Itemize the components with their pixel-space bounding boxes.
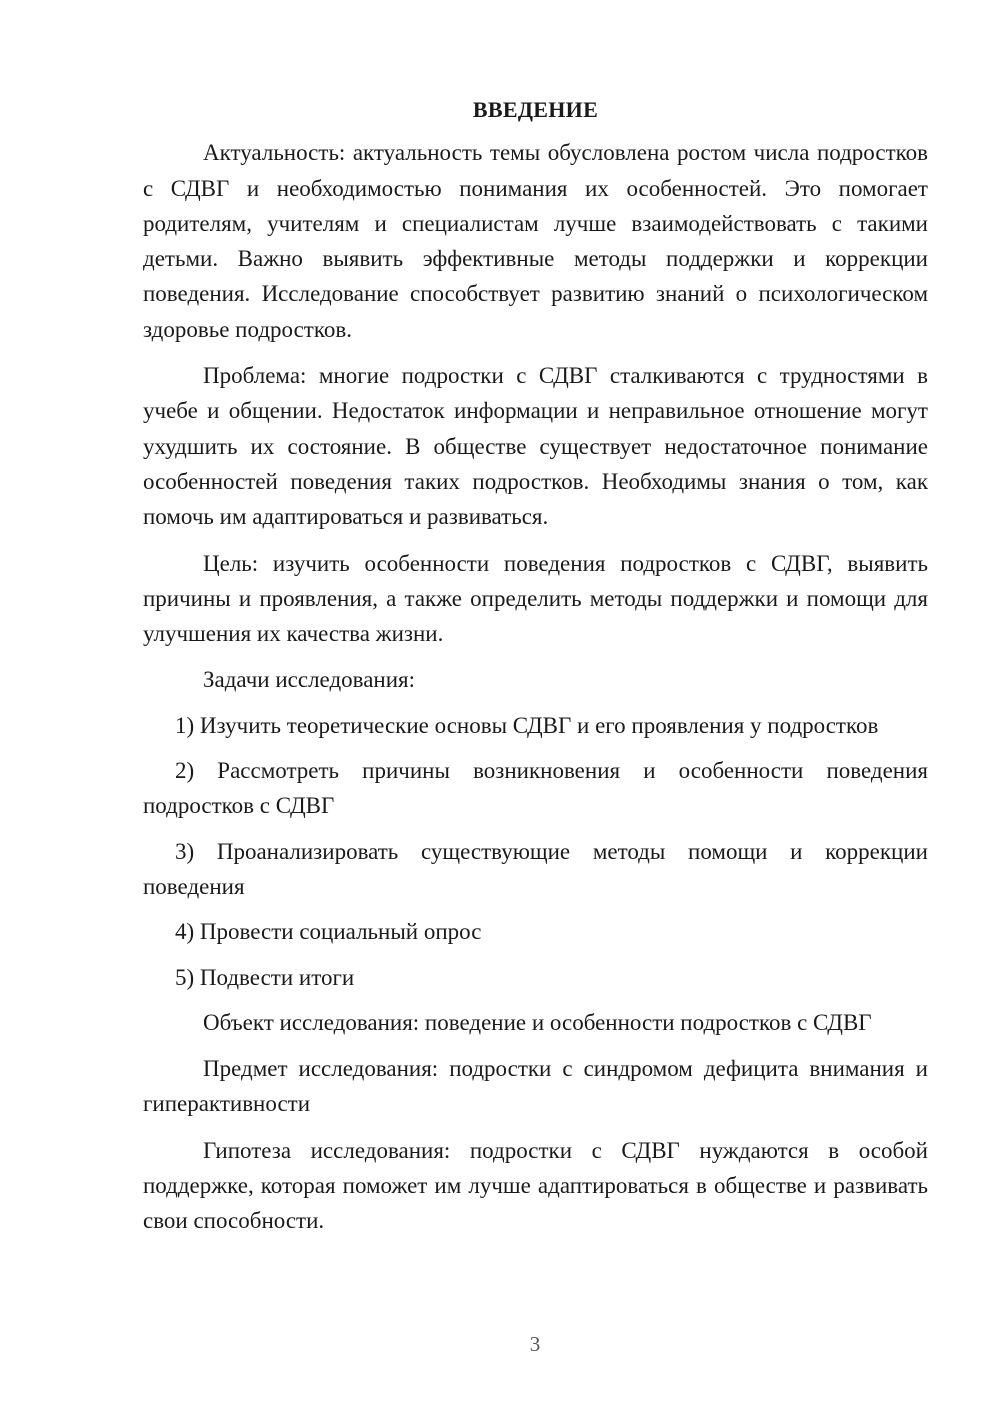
problem-paragraph: Проблема: многие подростки с СДВГ сталкиваются с трудностями в учебе и общении. Недостаток информации и неправильное отношение могут ухудшить их состояние. В обществе существует недостаточное понимание особенностей поведения таких подростков. Необходимы знания о том, как помочь им адаптироваться и развиваться. [143,363,928,530]
task-item: 2) Рассмотреть причины возникновения и особенности поведения подростков с СДВГ [143,758,928,819]
section-title: ВВЕДЕНИЕ [472,97,599,122]
task-item: 4) Провести социальный опрос [175,919,482,945]
task-item: 1) Изучить теоретические основы СДВГ и его проявления у подростков [175,712,879,738]
hypothesis-paragraph: Гипотеза исследования: подростки с СДВГ нуждаются в особой поддержке, которая поможет им лучше адаптироваться в обществе и развивать свои способности. [143,1137,928,1234]
goal-paragraph: Цель: изучить особенности поведения подростков с СДВГ, выявить причины и проявления, а также определить методы поддержки и помощи для улучшения их качества жизни. [143,550,928,647]
object-paragraph: Объект исследования: поведение и особенности подростков с СДВГ [203,1009,872,1035]
subject-paragraph: Предмет исследования: подростки с синдромом дефицита внимания и гиперактивности [143,1056,928,1117]
document-page [143,92,928,1250]
tasks-heading: Задачи исследования: [203,667,416,693]
page-number: 3 [529,1332,541,1356]
task-item: 5) Подвести итоги [175,964,355,990]
task-item: 3) Проанализировать существующие методы помощи и коррекции поведения [143,838,928,899]
relevance-paragraph: Актуальность: актуальность темы обусловлена ростом числа подростков с СДВГ и необходимостью понимания их особенностей. Это помогает родителям, учителям и специалистам лучше взаимодействовать с такими детьми. Важно выявить эффективные методы поддержки и коррекции поведения. Исследование способствует развитию знаний о психологическом здоровье подростков. [143,140,928,342]
